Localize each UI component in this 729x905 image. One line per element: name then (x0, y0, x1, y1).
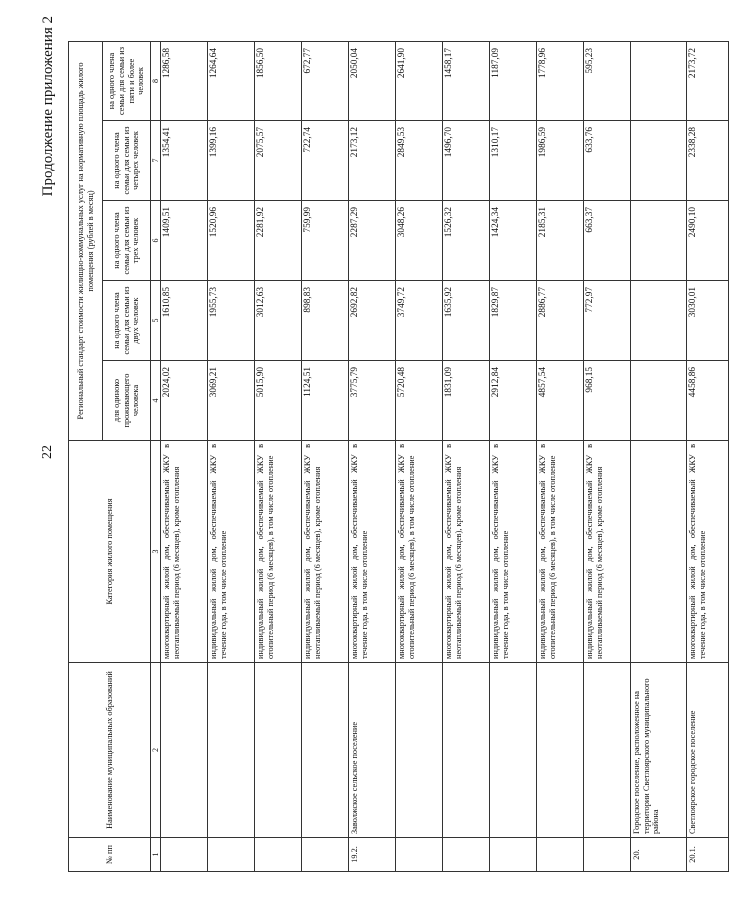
cost-value: 1124,51 (302, 361, 349, 441)
cost-value: 633,76 (584, 121, 631, 201)
cost-value: 1310,17 (490, 121, 537, 201)
table-row (161, 41, 208, 871)
cost-value: 1856,50 (255, 41, 302, 120)
cost-value: 1264,64 (208, 41, 255, 120)
cost-value: 759,99 (302, 201, 349, 281)
row-number: 20. (631, 838, 687, 872)
table-row (349, 41, 396, 871)
municipality-name (161, 663, 208, 838)
cost-value: 1526,32 (443, 201, 490, 281)
housing-category: многоквартирный жилой дом, обеспечиваемый ЖКУ в течение года, в том числе отопление (349, 441, 396, 663)
municipality-name (490, 663, 537, 838)
table-row (687, 41, 729, 871)
cost-value: 1286,58 (161, 41, 208, 120)
municipality-name: Заволжское сельское поселение (349, 663, 396, 838)
cost-value: 4458,86 (687, 361, 729, 441)
housing-category: многоквартирный жилой дом, обеспечиваемый ЖКУ в течение года, в том числе отопление (687, 441, 729, 663)
housing-category: многоквартирный жилой дом, обеспечиваемый ЖКУ в неотапливаемый период (6 месяцев), кроме отопления (443, 441, 490, 663)
cost-value: 1610,85 (161, 281, 208, 361)
cost-value: 1354,41 (161, 121, 208, 201)
header-col-five: на одного члена семьи для семьи из пяти и более человек (103, 41, 151, 120)
municipality-name: Городское поселение, расположенное на территории Светлоярского муниципального района (631, 663, 687, 838)
cost-value: 5720,48 (396, 361, 443, 441)
cost-value: 1424,34 (490, 201, 537, 281)
cost-value: 1831,09 (443, 361, 490, 441)
cost-value: 2641,90 (396, 41, 443, 120)
table-row (443, 41, 490, 871)
cost-value: 2173,72 (687, 41, 729, 120)
cost-value: 663,37 (584, 201, 631, 281)
municipality-name (208, 663, 255, 838)
municipality-name: Светлоярское городское поселение (687, 663, 729, 838)
table-body (161, 41, 729, 871)
table-row (490, 41, 537, 871)
cost-value: 1187,09 (490, 41, 537, 120)
cost-value: 1635,92 (443, 281, 490, 361)
cost-value: 3048,26 (396, 201, 443, 281)
header-col-four: на одного члена семьи для семьи из четырех человек (103, 121, 151, 201)
cost-value: 2050,04 (349, 41, 396, 120)
municipality-name (443, 663, 490, 838)
municipality-name (255, 663, 302, 838)
cost-value: 3749,72 (396, 281, 443, 361)
row-number (161, 838, 208, 872)
table-row (255, 41, 302, 871)
housing-category: многоквартирный жилой дом, обеспечиваемый ЖКУ в отопительный период (6 месяцев), в том числе отопление (396, 441, 443, 663)
cost-value: 968,15 (584, 361, 631, 441)
cost-value (631, 121, 687, 201)
table-row (208, 41, 255, 871)
col-number: 7 (151, 121, 161, 201)
row-number (584, 838, 631, 872)
cost-value: 2281,92 (255, 201, 302, 281)
cost-value: 4857,54 (537, 361, 584, 441)
page-number: 22 (40, 445, 55, 459)
cost-value (631, 361, 687, 441)
table-row (584, 41, 631, 871)
row-number (255, 838, 302, 872)
cost-value: 1458,17 (443, 41, 490, 120)
row-number (208, 838, 255, 872)
cost-value: 2692,82 (349, 281, 396, 361)
col-number: 5 (151, 281, 161, 361)
housing-category: индивидуальный жилой дом, обеспечиваемый ЖКУ в течение года, в том числе отопление (490, 441, 537, 663)
municipality-name (537, 663, 584, 838)
cost-value: 1399,16 (208, 121, 255, 201)
cost-value (631, 41, 687, 120)
standards-table (68, 41, 729, 872)
table-row (302, 41, 349, 871)
row-number (302, 838, 349, 872)
cost-value: 898,83 (302, 281, 349, 361)
cost-value: 3030,01 (687, 281, 729, 361)
housing-category: индивидуальный жилой дом, обеспечиваемый ЖКУ в отопительный период (6 месяцев), в том числе отопление (537, 441, 584, 663)
cost-value: 1778,96 (537, 41, 584, 120)
col-number: 1 (151, 838, 161, 872)
cost-value: 2490,10 (687, 201, 729, 281)
col-number: 8 (151, 41, 161, 120)
housing-category (631, 441, 687, 663)
cost-value: 1955,73 (208, 281, 255, 361)
cost-value (631, 201, 687, 281)
cost-value: 2185,31 (537, 201, 584, 281)
housing-category: индивидуальный жилой дом, обеспечиваемый ЖКУ в течение года, в том числе отопление (208, 441, 255, 663)
col-number: 4 (151, 361, 161, 441)
cost-value: 1520,96 (208, 201, 255, 281)
table-row (396, 41, 443, 871)
col-number: 2 (151, 663, 161, 838)
header-col-single: для одиноко проживающего человека (103, 361, 151, 441)
cost-value: 1829,87 (490, 281, 537, 361)
header-col-two: на одного члена семьи для семьи из двух человек (103, 281, 151, 361)
cost-value (631, 281, 687, 361)
municipality-name (302, 663, 349, 838)
cost-value: 2886,77 (537, 281, 584, 361)
row-number: 20.1. (687, 838, 729, 872)
cost-value: 2075,57 (255, 121, 302, 201)
cost-value: 595,23 (584, 41, 631, 120)
housing-category: индивидуальный жилой дом, обеспечиваемый ЖКУ в отопительный период (6 месяцев), в том числе отопление (255, 441, 302, 663)
row-number (443, 838, 490, 872)
cost-value: 2287,29 (349, 201, 396, 281)
municipality-name (396, 663, 443, 838)
row-number (537, 838, 584, 872)
header-col-three: на одного члена семьи для семьи из трех человек (103, 201, 151, 281)
cost-value: 2849,53 (396, 121, 443, 201)
cost-value: 722,74 (302, 121, 349, 201)
appendix-title: Продолжение приложения 2 (40, 16, 56, 197)
cost-value: 1986,59 (537, 121, 584, 201)
cost-value: 2173,12 (349, 121, 396, 201)
cost-value: 772,97 (584, 281, 631, 361)
cost-value: 672,77 (302, 41, 349, 120)
header-standard-group: Региональный стандарт стоимости жилищно-коммунальных услуг на нормативную площадь жилого помещения (рублей в месяц) (69, 41, 103, 440)
cost-value: 1409,51 (161, 201, 208, 281)
cost-value: 2912,84 (490, 361, 537, 441)
cost-value: 3012,63 (255, 281, 302, 361)
cost-value: 2024,02 (161, 361, 208, 441)
row-number (490, 838, 537, 872)
col-number: 3 (151, 441, 161, 663)
housing-category: индивидуальный жилой дом, обеспечиваемый ЖКУ в неотапливаемый период (6 месяцев), кроме отопления (302, 441, 349, 663)
housing-category: многоквартирный жилой дом, обеспечиваемый ЖКУ в неотапливаемый период (6 месяцев), кроме отопления (161, 441, 208, 663)
header-municipality: Наименование муниципальных образований (69, 663, 151, 838)
table-row (631, 41, 687, 871)
header-category: Категория жилого помещения (69, 441, 151, 663)
rotated-content (40, 12, 707, 892)
cost-value: 1496,70 (443, 121, 490, 201)
cost-value: 5015,90 (255, 361, 302, 441)
cost-value: 2338,28 (687, 121, 729, 201)
housing-category: индивидуальный жилой дом, обеспечиваемый ЖКУ в неотапливаемый период (6 месяцев), кроме отопления (584, 441, 631, 663)
cost-value: 3069,21 (208, 361, 255, 441)
row-number (396, 838, 443, 872)
cost-value: 3775,79 (349, 361, 396, 441)
municipality-name (584, 663, 631, 838)
col-number: 6 (151, 201, 161, 281)
row-number: 19.2. (349, 838, 396, 872)
table-row (537, 41, 584, 871)
header-no: № пп (69, 838, 151, 872)
